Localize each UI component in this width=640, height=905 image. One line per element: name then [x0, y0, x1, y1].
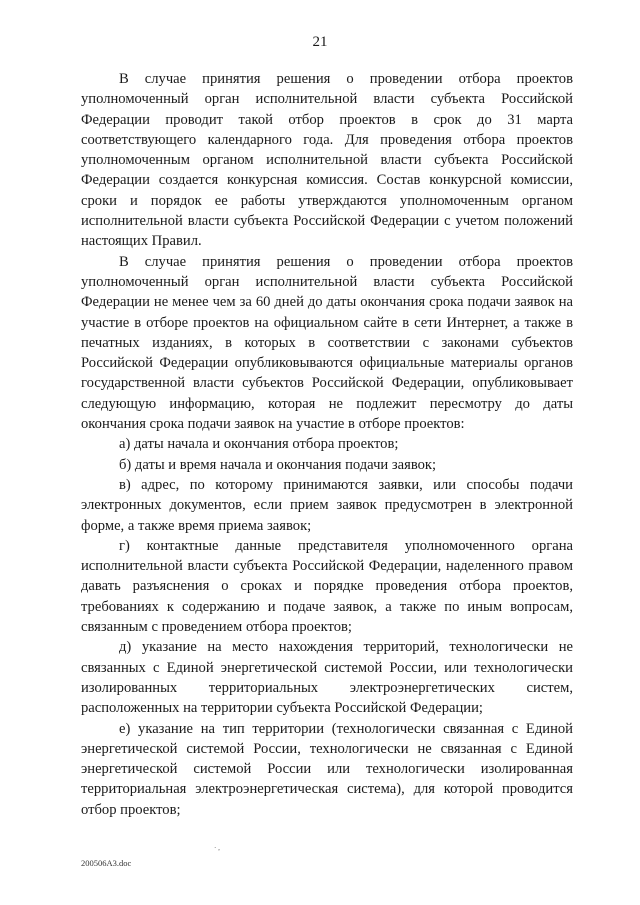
list-item-e: е) указание на тип территории (технологически связанная с Единой энергетической системой России, технологически не связанная с Единой энергетической системой России или технологически изолированная территориальная электроэнергетическая система), для которой проводится отбор проектов;: [81, 720, 573, 818]
list-item-d: д) указание на место нахождения территорий, технологически не связанных с Единой энергетической системой России, или технологически изолированных территориальных электроэнергетических систем, расположенных на территории субъекта Российской Федерации;: [81, 639, 573, 717]
list-item-v: в) адрес, по которому принимаются заявки, или способы подачи электронных документов, если прием заявок предусмотрен в электронной форме, а также время приема заявок;: [81, 476, 573, 534]
paragraph-selection-procedure: В случае принятия решения о проведении отбора проектов уполномоченный орган исполнительной власти субъекта Российской Федерации проводит такой отбор проектов в срок до 31 марта соответствующего календарного года. Для проведения отбора проектов уполномоченным органом исполнительной власти субъекта Российской Федерации создается конкурсная комиссия. Состав конкурсной комиссии, сроки и порядок ее работы утверждаются уполномоченным органом исполнительной власти субъекта Российской Федерации с учетом положений настоящих Правил.: [81, 71, 573, 250]
list-item-g: г) контактные данные представителя уполномоченного органа исполнительной власти субъекта Российской Федерации, наделенного правом давать разъяснения о сроках и порядке проведения отбора проектов, требованиях к содержанию и подаче заявок, а также по иным вопросам, связанным с проведением отбора проектов;: [81, 537, 573, 636]
list-item-b: б) даты и время начала и окончания подачи заявок;: [119, 456, 437, 473]
scan-artifact: · ,: [214, 844, 220, 852]
page-body: [81, 69, 573, 820]
list-item-a: а) даты начала и окончания отбора проектов;: [119, 436, 399, 453]
page-number: 21: [312, 34, 328, 50]
paragraph-publication-info: В случае принятия решения о проведении отбора проектов уполномоченный орган исполнительной власти субъекта Российской Федерации не менее чем за 60 дней до даты окончания срока подачи заявок на участие в отборе проектов на официальном сайте в сети Интернет, а также в печатных изданиях, в которых в соответствии с законами субъектов Российской Федерации опубликовываются официальные материалы органов государственной власти субъектов Российской Федерации, опубликовывает следующую информацию, которая не подлежит пересмотру до даты окончания срока подачи заявок на участие в отборе проектов:: [81, 253, 573, 433]
footer-filename: 200506A3.doc: [81, 858, 132, 868]
